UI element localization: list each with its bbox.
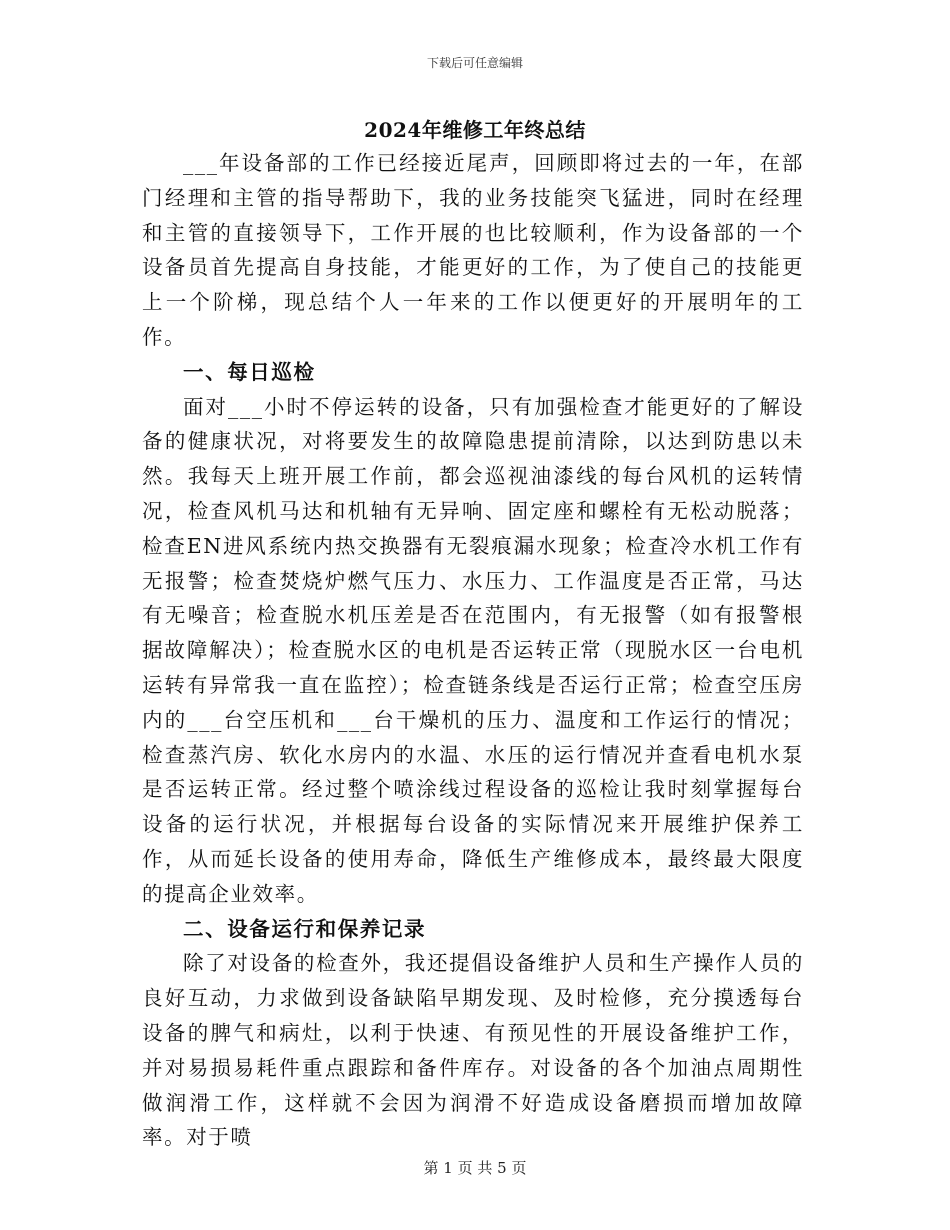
document-body: [142, 146, 804, 1155]
section-heading-daily-inspection: 一、每日巡检: [183, 359, 316, 384]
page-header-note: 下载后可任意编辑: [426, 56, 523, 70]
section-heading-maintenance-records: 二、设备运行和保养记录: [183, 916, 427, 941]
document-title: 2024年维修工年终总结: [364, 118, 586, 142]
section-paragraph-daily-inspection: 面对___小时不停运转的设备，只有加强检查才能更好的了解设备的健康状况，对将要发生的故障隐患提前清除，以达到防患以未然。我每天上班开展工作前，都会巡视油漆线的每台风机的运转情况，检查风机马达和机轴有无异响、固定座和螺栓有无松动脱落；检查EN进风系统内热交换器有无裂痕漏水现象；检查冷水机工作有无报警；检查焚烧炉燃气压力、水压力、工作温度是否正常，马达有无噪音；检查脱水机压差是否在范围内，有无报警（如有报警根据故障解决）；检查脱水区的电机是否运转正常（现脱水区一台电机运转有异常我一直在监控）；检查链条线是否运行正常；检查空压房内的___台空压机和___台干燥机的压力、温度和工作运行的情况；检查蒸汽房、软化水房内的水温、水压的运行情况并查看电机水泵是否运转正常。经过整个喷涂线过程设备的巡检让我时刻掌握每台设备的运行状况，并根据每台设备的实际情况来开展维护保养工作，从而延长设备的使用寿命，降低生产维修成本，最终最大限度的提高企业效率。: [142, 394, 804, 906]
page-footer-number: 第 1 页 共 5 页: [423, 1159, 527, 1177]
intro-paragraph: ___年设备部的工作已经接近尾声，回顾即将过去的一年，在部门经理和主管的指导帮助下，我的业务技能突飞猛进，同时在经理和主管的直接领导下，工作开展的也比较顺利，作为设备部的一个设备员首先提高自身技能，才能更好的工作，为了使自己的技能更上一个阶梯，现总结个人一年来的工作以便更好的开展明年的工作。: [142, 151, 804, 349]
section-paragraph-maintenance-records: 除了对设备的检查外，我还提倡设备维护人员和生产操作人员的良好互动，力求做到设备缺陷早期发现、及时检修，充分摸透每台设备的脾气和病灶，以利于快速、有预见性的开展设备维护工作，并对易损易耗件重点跟踪和备件库存。对设备的各个加油点周期性做润滑工作，这样就不会因为润滑不好造成设备磨损而增加故障率。对于喷: [142, 951, 804, 1150]
